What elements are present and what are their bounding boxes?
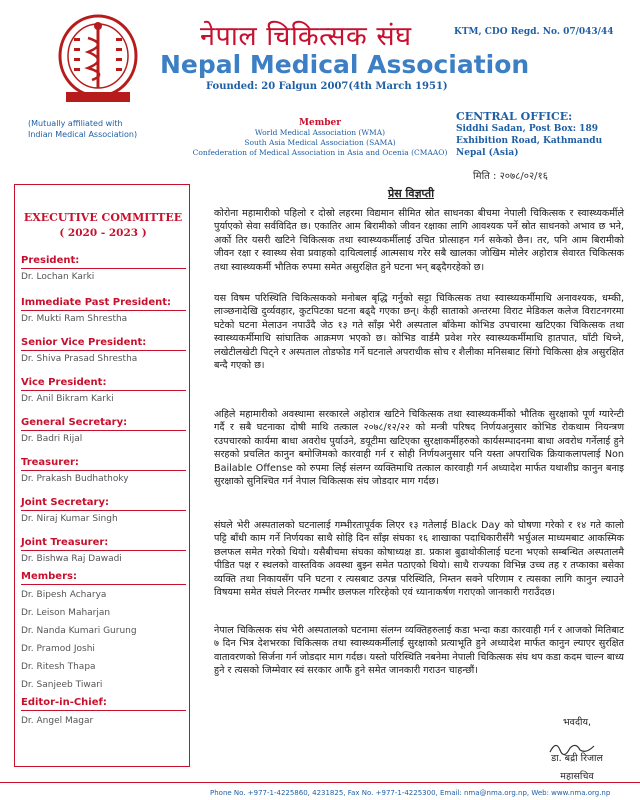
person-name: Dr. Niraj Kumar Singh	[21, 514, 118, 524]
founded-date: Founded: 20 Falgun 2007(4th March 1951)	[206, 81, 448, 92]
registration-number: KTM, CDO Regd. No. 07/043/44	[454, 27, 614, 37]
role-title: Immediate Past President:	[21, 297, 172, 308]
person-name: Dr. Bishwa Raj Dawadi	[21, 554, 122, 564]
role-title: Members:	[21, 571, 77, 582]
person-name: Dr. Mukti Ram Shrestha	[21, 314, 128, 324]
office-heading: CENTRAL OFFICE:	[456, 110, 573, 123]
role-title: Treasurer:	[21, 457, 79, 468]
person-name: Dr. Angel Magar	[21, 716, 94, 726]
affiliation-line: (Mutually affiliated with	[28, 119, 123, 128]
divider	[21, 550, 186, 551]
role-title: Joint Secretary:	[21, 497, 110, 508]
role-title: President:	[21, 255, 80, 266]
signatory-name: डा. बद्री रिजाल	[551, 753, 603, 764]
role-title: Editor-in-Chief:	[21, 697, 107, 708]
org-title-nepali: नेपाल चिकित्सक संघ	[200, 21, 412, 52]
executive-committee-sidebar	[14, 184, 190, 767]
person-name: Dr. Badri Rijal	[21, 434, 83, 444]
person-name: Dr. Bipesh Acharya	[21, 590, 107, 600]
body-paragraph-5: नेपाल चिकित्सक संघ भेरी अस्पतालको घटनामा संलग्न व्यक्तिहरुलाई कडा भन्दा कडा कारवाही गर्न र आजको मितिबाट ७ दिन भित्र देशभरका चिकित्सक तथा स्वास्थ्यकर्मीलाई सुरक्षाको प्रत्याभूति हुने अध्यादेश मार्फत कानुन ल्याएर सुरक्षित वातावरणको सिर्जना गर्न जोडदार माग गर्दछ। यस्तो परिस्थिति नबनेमा नेपाली चिकित्सक संघ थप कडा कदम चाल्न बाध्य हुने र त्यसको जिम्मेवार स्वं सरकार आफैं हुने समेत जानकारी गराउन चाहन्छौं।	[214, 625, 624, 677]
document-date: मिति : २०७८/०२/१६	[473, 171, 548, 182]
footer-divider	[0, 782, 640, 783]
closing-text: भवदीय,	[563, 717, 591, 728]
signatory-title: महासचिव	[560, 771, 594, 782]
body-paragraph-4: संघले भेरी अस्पतालको घटनालाई गम्भीरतापूर्वक लिएर १३ गतेलाई Black Day को घोषणा गरेको र १४ गते कालो पट्टि बाँधी काम गर्ने निर्णयका साथै सोहि दिन साँझ संघका १६ शाखाका पदाधिकारीसँगै भर्चुअल माध्यमबाट आकस्मिक छलफल समेत गरेको थियो। यसैबीचमा संघका कोषाध्यक्ष डा. प्रकाश बुढाथोकीलाई घटना भएको सम्बन्धित अस्पतालमै पीडित पक्ष र स्थलको वास्तविक अवस्था बुझ्न समेत पठाएको थियो। साथै राज्यका विभिन्न उच्च तह र तप्काका बसेका व्यक्ति तथा निकायसँग पनि घटना र त्यसबाट उत्पन्न परिस्थिति, निम्तन सक्ने परिणाम र त्यसका लागि कानुन ल्याउने विषयमा समेत संघले निरन्तर गम्भीर छलफल गरिरहेको एवं ध्यानाकर्षण गराएको जानकारी गराउँदछ।	[214, 520, 624, 599]
role-title: Joint Treasurer:	[21, 537, 109, 548]
central-office	[456, 111, 602, 159]
contact-footer: Phone No. +977-1-4225860, 4231825, Fax No. +977-1-4225300, Email: nma@nma.org.np, Web: www.nma.org.np	[210, 789, 611, 797]
person-name: Dr. Leison Maharjan	[21, 608, 111, 618]
membership-block	[170, 118, 470, 158]
member-line: World Medical Association (WMA)	[254, 128, 386, 137]
member-heading: Member	[299, 118, 341, 128]
divider	[21, 470, 186, 471]
body-paragraph-3: अहिले महामारीको अवस्थामा सरकारले अहोरात्र खटिने चिकित्सक तथा स्वास्थ्यकर्मीको भौतिक सुरक्षाको पूर्ण ग्यारेन्टी गर्दै र सबै घटनाका दोषी माथि तत्काल २०७८/१२/२२ को मन्त्री परिषद निर्णयअनुसार कोभिड रोकथाम नियन्त्रण रउपचारको कार्यमा बाधा अवरोध पुर्याउने, डयूटीमा खटिएका सुरक्षाकर्मीहरुको कार्यसम्पादनमा बाधा अवरोध गर्नेलाई हुने सरहको प्रचलित कानुन बमोजिमको कारवाही गर्न र सोही निर्णयअनुसार पनि यस्ता अपराधिक क्रियाकलापलाई Non Bailable Offense को रुपमा लिई संलग्न व्यक्तिमाथि तत्काल कारवाही गर्न अध्यादेश मार्फत यथाशीघ्र कानुन बनाइ सुरक्षाको सुनिश्चित गर्न नेपाल चिकित्सक संघ जोडदार माग गर्दछ।	[214, 409, 624, 488]
person-name: Dr. Lochan Karki	[21, 272, 95, 282]
affiliation-note	[28, 118, 137, 140]
handwritten-signature	[546, 736, 602, 760]
committee-years: ( 2020 - 2023 )	[59, 227, 147, 239]
office-line: Nepal (Asia)	[456, 148, 519, 158]
org-title-english: Nepal Medical Association	[160, 50, 530, 79]
press-release-title: प्रेस विज्ञप्ती	[388, 187, 435, 200]
person-name: Dr. Prakash Budhathoky	[21, 474, 129, 484]
affiliation-line: Indian Medical Association)	[28, 130, 138, 139]
body-paragraph-1: कोरोना महामारीको पहिलो र दोस्रो लहरमा विद्यमान सीमित स्रोत साधनका बीचमा नेपाली चिकित्सक र स्वास्थ्यकर्मीले पुर्याएको सेवा सर्वविदित छ। एकातिर आम बिरामीको जीवन रक्षाका लागि आवश्यक पर्ने स्रोत साधनको अभाव छ भने, अर्को तिर यसरी खटिने चिकित्सक तथा स्वास्थ्यकर्मीलाई उचित प्रोत्साहन गर्न सकेको छैन। तर, पनि आम बिरामीको जीवन रक्षा र स्वास्थ्य सेवा प्रवाहको दायित्वलाई आत्मसाथ गरेर सबै खालका जोखिम मोलेर अहोरात्र सेवारत चिकित्सक तथा स्वास्थ्यकर्मी भौतिक रुपमा समेत असुरक्षित हुने घटना भन् बढ्दैगरहेको छ।	[214, 208, 624, 273]
nma-logo	[52, 8, 144, 108]
divider	[21, 430, 186, 431]
office-line: Exhibition Road, Kathmandu	[456, 136, 603, 146]
person-name: Dr. Sanjeeb Tiwari	[21, 680, 103, 690]
divider	[21, 710, 186, 711]
divider	[21, 390, 186, 391]
role-title: Senior Vice President:	[21, 337, 147, 348]
office-line: Siddhi Sadan, Post Box: 189	[456, 124, 598, 134]
divider	[21, 584, 186, 585]
member-line: South Asia Medical Association (SAMA)	[244, 138, 396, 147]
divider	[21, 510, 186, 511]
divider	[21, 310, 186, 311]
divider	[21, 350, 186, 351]
role-title: General Secretary:	[21, 417, 128, 428]
body-paragraph-2: यस विषम परिस्थिति चिकित्सकको मनोबल बृद्धि गर्नुको सट्टा चिकित्सक तथा स्वास्थ्यकर्मीमाथि अनावश्यक, धम्की, लाञ्छनादेखि दुर्व्यवहार, कुटपिटका घटना बढ्दै गएका छन्। केही साताको अन्तरमा विराट मेडिकल कलेज विराटनगरमा घटेको घटना मेलाउन नपाउँदै जेठ १३ गते साँझ भेरी अस्पताल बाँकेमा कोभिड उपचारमा खटिएका चिकित्सक तथा स्वास्थ्यकर्मीमाथि सांघातिक आक्रमण भएको छ। कोभिड वार्डमै प्रवेश गरेर स्वास्थ्यकर्मीमाथि हातपात, घाँटी थिच्ने, लखेटीलखेटी पिट्ने र अस्पताल तोडफोड गर्ने घटनाले अपराधीक सोच र शैलीका मनिसबाट सिंगो चिकित्सा क्षेत्र असुरक्षित बन्दै गएको छ।	[214, 293, 624, 372]
person-name: Dr. Nanda Kumari Gurung	[21, 626, 137, 636]
member-line: Confederation of Medical Association in Asia and Ocenia (CMAAO)	[192, 148, 448, 157]
person-name: Dr. Ritesh Thapa	[21, 662, 96, 672]
person-name: Dr. Shiva Prasad Shrestha	[21, 354, 138, 364]
person-name: Dr. Pramod Joshi	[21, 644, 95, 654]
role-title: Vice President:	[21, 377, 107, 388]
divider	[21, 268, 186, 269]
committee-title: EXECUTIVE COMMITTEE	[23, 211, 183, 224]
person-name: Dr. Anil Bikram Karki	[21, 394, 114, 404]
